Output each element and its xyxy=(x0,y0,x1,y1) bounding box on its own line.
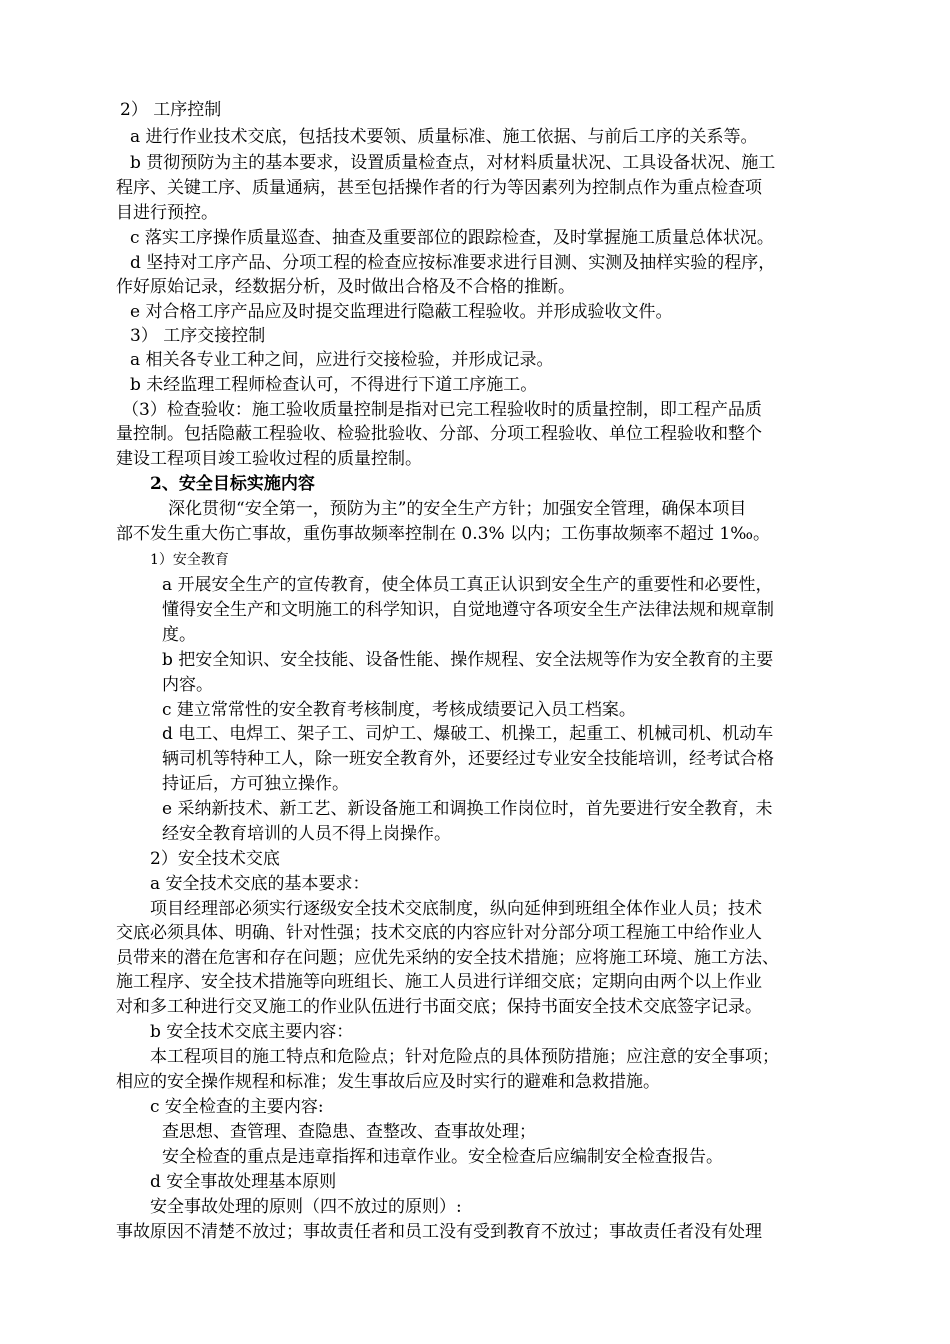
text-line: e 采纳新技术、新工艺、新设备施工和调换工作岗位时，首先要进行安全教育，未 xyxy=(162,799,773,819)
text-line: a 进行作业技术交底，包括技术要领、质量标准、施工依据、与前后工序的关系等。 xyxy=(130,127,758,147)
text-line: 辆司机等特种工人，除一班安全教育外，还要经过专业安全技能培训，经考试合格 xyxy=(162,749,774,769)
text-line: 懂得安全生产和文明施工的科学知识，自觉地遵守各项安全生产法律法规和规章制 xyxy=(162,600,774,620)
text-line: 经安全教育培训的人员不得上岗操作。 xyxy=(162,824,451,844)
text-line: b 贯彻预防为主的基本要求，设置质量检查点，对材料质量状况、工具设备状况、施工 xyxy=(130,153,776,173)
text-line: 程序、关键工序、质量通病，甚至包括操作者的行为等因素列为控制点作为重点检查项 xyxy=(116,178,762,198)
heading-handover-control: 3） 工序交接控制 xyxy=(130,326,266,346)
text-line: 作好原始记录，经数据分析，及时做出合格及不合格的推断。 xyxy=(116,277,575,297)
text-line: 建设工程项目竣工验收过程的质量控制。 xyxy=(116,449,422,469)
text-line: c 安全检查的主要内容: xyxy=(150,1097,324,1117)
text-line: 安全事故处理的原则（四不放过的原则）: xyxy=(150,1197,462,1217)
text-line: b 把安全知识、安全技能、设备性能、操作规程、安全法规等作为安全教育的主要 xyxy=(162,650,774,670)
heading-safety-education: 1）安全教育 xyxy=(150,552,229,568)
text-line: 度。 xyxy=(162,625,196,645)
text-line: 持证后，方可独立操作。 xyxy=(162,774,349,794)
heading-process-control: 2） 工序控制 xyxy=(120,100,222,120)
text-line: 施工程序、安全技术措施等向班组长、施工人员进行详细交底；定期向由两个以上作业 xyxy=(116,972,762,992)
text-line: b 安全技术交底主要内容： xyxy=(150,1022,354,1042)
text-line: 量控制。包括隐蔽工程验收、检验批验收、分部、分项工程验收、单位工程验收和整个 xyxy=(116,424,762,444)
section-heading-safety: 2、安全目标实施内容 xyxy=(150,474,315,494)
heading-safety-briefing: 2）安全技术交底 xyxy=(150,849,280,869)
text-line: d 坚持对工序产品、分项工程的检查应按标准要求进行目测、实测及抽样实验的程序， xyxy=(130,253,776,273)
text-line: 项目经理部必须实行逐级安全技术交底制度，纵向延伸到班组全体作业人员；技术 xyxy=(150,899,762,919)
text-line: 对和多工种进行交叉施工的作业队伍进行书面交底；保持书面安全技术交底签字记录。 xyxy=(116,997,762,1017)
text-line: 目进行预控。 xyxy=(116,203,218,223)
text-line: 相应的安全操作规程和标准；发生事故后应及时实行的避难和急救措施。 xyxy=(116,1072,660,1092)
text-line: 事故原因不清楚不放过；事故责任者和员工没有受到教育不放过；事故责任者没有处理 xyxy=(116,1222,762,1242)
text-line: 本工程项目的施工特点和危险点；针对危险点的具体预防措施；应注意的安全事项； xyxy=(150,1047,779,1067)
text-line: 交底必须具体、明确、针对性强；技术交底的内容应针对分部分项工程施工中给作业人 xyxy=(116,923,762,943)
text-line: a 相关各专业工种之间，应进行交接检验，并形成记录。 xyxy=(130,350,554,370)
text-line: a 安全技术交底的基本要求： xyxy=(150,874,370,894)
text-line: e 对合格工序产品应及时提交监理进行隐蔽工程验收。并形成验收文件。 xyxy=(130,302,673,322)
text-line: 安全检查的重点是违章指挥和违章作业。安全检查后应编制安全检查报告。 xyxy=(162,1147,723,1167)
text-line: b 未经监理工程师检查认可，不得进行下道工序施工。 xyxy=(130,375,538,395)
text-line: d 电工、电焊工、架子工、司炉工、爆破工、机操工，起重工、机械司机、机动车 xyxy=(162,724,774,744)
text-line: d 安全事故处理基本原则 xyxy=(150,1172,337,1192)
text-line: 员带来的潜在危害和存在问题；应优先采纳的安全技术措施；应将施工环境、施工方法、 xyxy=(116,948,779,968)
text-line: a 开展安全生产的宣传教育，使全体员工真正认识到安全生产的重要性和必要性， xyxy=(162,575,773,595)
text-line: （3）检查验收：施工验收质量控制是指对已完工程验收时的质量控制，即工程产品质 xyxy=(122,400,762,420)
text-line: c 落实工序操作质量巡查、抽查及重要部位的跟踪检查，及时掌握施工质量总体状况。 xyxy=(130,228,774,248)
text-line: 深化贯彻“安全第一，预防为主”的安全生产方针；加强安全管理，确保本项目 xyxy=(168,499,747,519)
text-line: 部不发生重大伤亡事故，重伤事故频率控制在 0.3% 以内；工伤事故频率不超过 1‰。 xyxy=(116,524,771,544)
text-line: c 建立常常性的安全教育考核制度，考核成绩要记入员工档案。 xyxy=(162,700,636,720)
text-line: 内容。 xyxy=(162,675,213,695)
text-line: 查思想、查管理、查隐患、查整改、查事故处理； xyxy=(162,1122,536,1142)
